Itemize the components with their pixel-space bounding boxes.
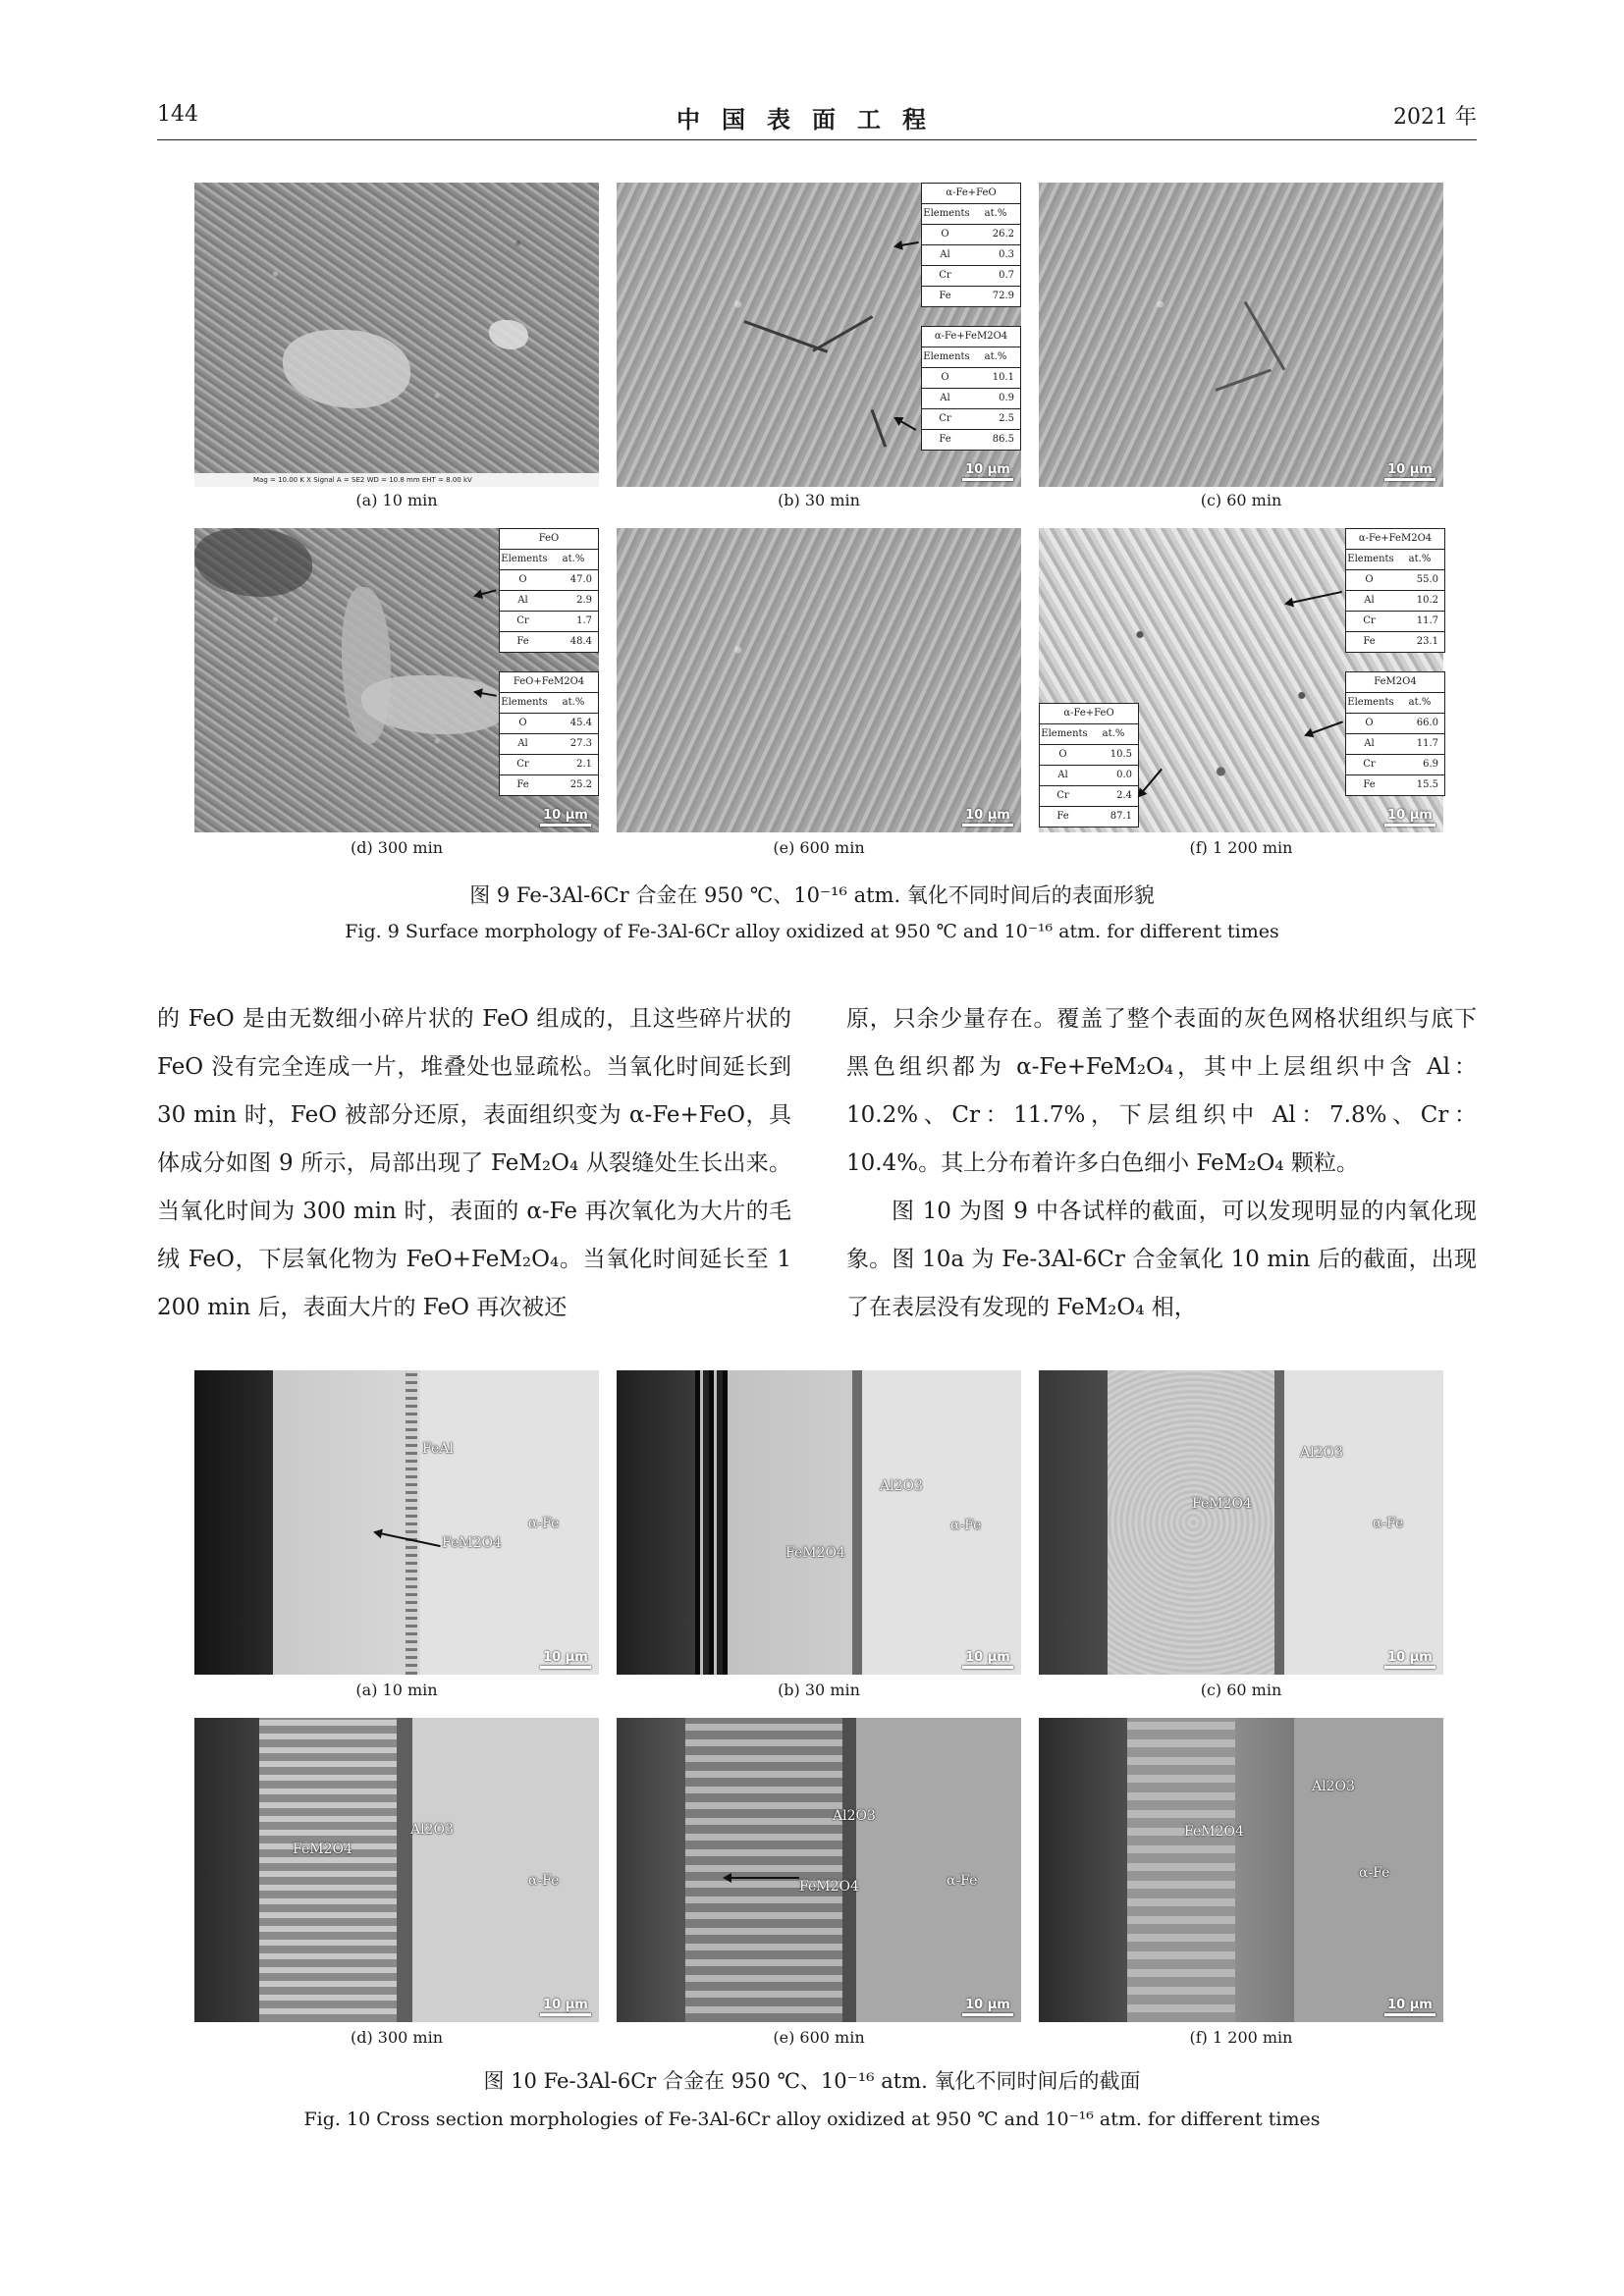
- fig10-caption-en: Fig. 10 Cross section morphologies of Fe-3Al-6Cr alloy oxidized at 950 ℃ and 10⁻¹⁶ atm. for different times: [303, 2109, 1321, 2130]
- sem-info-bar: Mag = 10.00 K X Signal A = SE2 WD = 10.8 mm EHT = 8.00 kV: [194, 473, 599, 487]
- paragraph: 的 FeO 是由无数细小碎片状的 FeO 组成的，且这些碎片状的 FeO 没有完全连成一片，堆叠处也显疏松。当氧化时间延长到 30 min 时，FeO 被部分还原，表面组织变为 α-Fe+FeO，具体成分如图 9 所示，局部出现了 FeM₂O₄ 从裂缝处生长出来。当氧化时间为 300 min 时，表面的 α-Fe 再次氧化为大片的毛绒 FeO，下层氧化物为 FeO+FeM₂O₄。当氧化时间延长至 1 200 min 后，表面大片的 FeO 再次被还: [157, 1006, 791, 1320]
- composition-table-d2: FeO+FeM2O4 Elements at.% O 45.4 Al 27.3 Cr 2.1 Fe 25.2: [499, 671, 599, 796]
- composition-table-f3: α-Fe+FeO Elements at.% O 10.5 Al 0.0 Cr 2.4 Fe 87.1: [1039, 703, 1139, 828]
- annotation-label: Al2O3: [1300, 1445, 1343, 1461]
- scale-bar: 10 μm: [1384, 808, 1435, 827]
- annotation-label: Al2O3: [833, 1808, 876, 1824]
- fig10-caption-e: (e) 600 min: [773, 2028, 865, 2047]
- page-number: 144: [157, 102, 198, 127]
- fig9-caption-cn: 图 9 Fe-3Al-6Cr 合金在 950 ℃、10⁻¹⁶ atm. 氧化不同时间后的表面形貌: [469, 883, 1155, 907]
- annotation-label: FeM2O4: [442, 1535, 502, 1551]
- fig10-caption-cn: 图 10 Fe-3Al-6Cr 合金在 950 ℃、10⁻¹⁶ atm. 氧化不同时间后的截面: [483, 2069, 1141, 2093]
- annotation-label: α-Fe: [950, 1518, 982, 1533]
- fig9-panel-c: [1039, 183, 1443, 487]
- body-column-right: [846, 995, 1477, 1332]
- fig9-panel-e: [617, 528, 1021, 832]
- fig10-panel-a: [194, 1370, 599, 1675]
- fig10-panel-b: [617, 1370, 1021, 1675]
- header-rule: [157, 139, 1477, 140]
- paragraph: 图 10 为图 9 中各试样的截面，可以发现明显的内氧化现象。图 10a 为 Fe-3Al-6Cr 合金氧化 10 min 后的截面，出现了在表层没有发现的 FeM₂O₄ 相，: [846, 1199, 1477, 1320]
- fig9-caption-f: (f) 1 200 min: [1189, 838, 1293, 857]
- fig9-caption-d: (d) 300 min: [350, 838, 444, 857]
- annotation-label: α-Fe: [1373, 1516, 1404, 1531]
- composition-table-f2: FeM2O4 Elements at.% O 66.0 Al 11.7 Cr 6.9 Fe 15.5: [1345, 671, 1445, 796]
- body-column-left: [157, 995, 791, 1332]
- fig10-panel-e: [617, 1718, 1021, 2022]
- composition-table-d1: FeO Elements at.% O 47.0 Al 2.9 Cr 1.7 Fe 48.4: [499, 528, 599, 653]
- fig10-caption-f: (f) 1 200 min: [1189, 2028, 1293, 2047]
- scale-bar: 10 μm: [962, 1650, 1013, 1669]
- fig10-caption-d: (d) 300 min: [350, 2028, 444, 2047]
- fig10-panel-d: [194, 1718, 599, 2022]
- fig10-caption-c: (c) 60 min: [1200, 1681, 1282, 1699]
- annotation-label: FeM2O4: [1192, 1496, 1252, 1512]
- annotation-label: Al2O3: [1312, 1779, 1355, 1794]
- fig10-panel-c: [1039, 1370, 1443, 1675]
- scale-bar: 10 μm: [1384, 462, 1435, 481]
- scale-bar: 10 μm: [962, 1998, 1013, 2016]
- fig10-caption-a: (a) 10 min: [355, 1681, 438, 1699]
- header-year: 2021 年: [1393, 105, 1477, 130]
- fig10-panel-f: [1039, 1718, 1443, 2022]
- fig9-caption-en: Fig. 9 Surface morphology of Fe-3Al-6Cr alloy oxidized at 950 ℃ and 10⁻¹⁶ atm. for different times: [345, 921, 1279, 942]
- fig9-caption-a: (a) 10 min: [355, 491, 438, 509]
- fig9-caption-b: (b) 30 min: [778, 491, 860, 509]
- journal-title: 中国表面工程: [677, 105, 947, 133]
- annotation-label: FeAl: [422, 1441, 454, 1457]
- annotation-label: FeM2O4: [785, 1545, 845, 1561]
- scale-bar: 10 μm: [962, 462, 1013, 481]
- annotation-label: FeM2O4: [293, 1842, 352, 1857]
- annotation-label: α-Fe: [947, 1873, 978, 1889]
- scale-bar: 10 μm: [540, 1650, 591, 1669]
- scale-bar: 10 μm: [962, 808, 1013, 827]
- annotation-label: α-Fe: [528, 1873, 560, 1889]
- composition-table-b1: α-Fe+FeO Elements at.% O 26.2 Al 0.3 Cr 0.7 Fe 72.9: [921, 183, 1021, 307]
- paragraph: 原，只余少量存在。覆盖了整个表面的灰色网格状组织与底下黑色组织都为 α-Fe+FeM₂O₄，其中上层组织中含 Al：10.2%、Cr：11.7%，下层组织中 Al：7.8%、Cr：10.4%。其上分布着许多白色细小 FeM₂O₄ 颗粒。: [846, 1006, 1477, 1176]
- annotation-label: Al2O3: [410, 1822, 454, 1838]
- composition-table-b2: α-Fe+FeM2O4 Elements at.% O 10.1 Al 0.9 Cr 2.5 Fe 86.5: [921, 326, 1021, 451]
- fig9-caption-e: (e) 600 min: [773, 838, 865, 857]
- scale-bar: 10 μm: [1384, 1998, 1435, 2016]
- composition-table-f1: α-Fe+FeM2O4 Elements at.% O 55.0 Al 10.2 Cr 11.7 Fe 23.1: [1345, 528, 1445, 653]
- fig9-panel-a: [194, 183, 599, 487]
- fig9-caption-c: (c) 60 min: [1200, 491, 1282, 509]
- annotation-label: FeM2O4: [1184, 1824, 1244, 1840]
- scale-bar: 10 μm: [1384, 1650, 1435, 1669]
- annotation-label: FeM2O4: [799, 1879, 859, 1895]
- fig10-caption-b: (b) 30 min: [778, 1681, 860, 1699]
- annotation-label: α-Fe: [1359, 1865, 1390, 1881]
- scale-bar: 10 μm: [540, 808, 591, 827]
- scale-bar: 10 μm: [540, 1998, 591, 2016]
- annotation-label: α-Fe: [528, 1516, 560, 1531]
- annotation-label: Al2O3: [880, 1478, 923, 1494]
